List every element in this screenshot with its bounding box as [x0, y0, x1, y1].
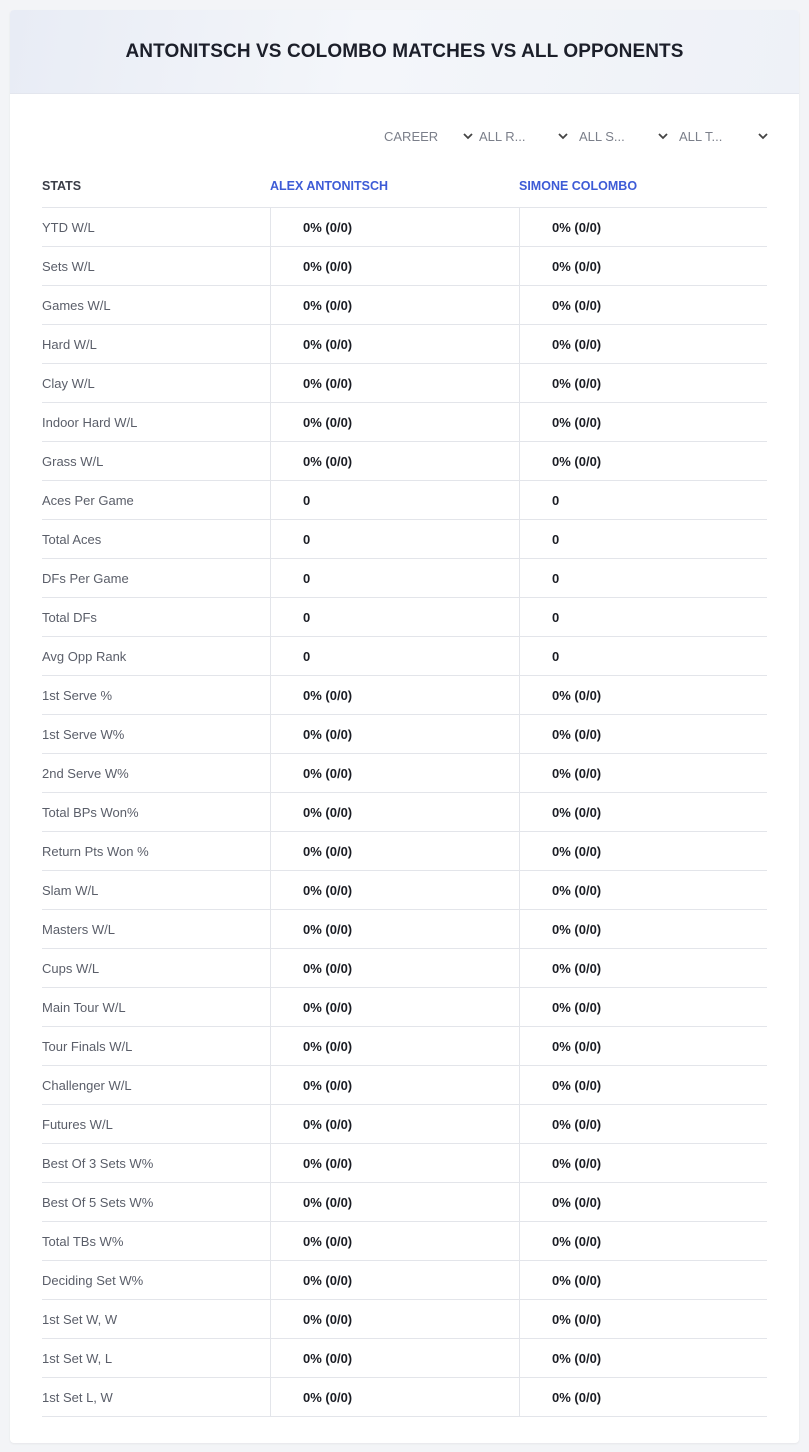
table-row [42, 325, 767, 364]
player1-column-header[interactable]: ALEX ANTONITSCH [270, 179, 389, 193]
player1-stat-value: 0% (0/0) [270, 325, 519, 363]
player2-stat-value: 0% (0/0) [519, 1105, 767, 1143]
round-filter-select[interactable] [479, 125, 569, 147]
chevron-down-icon [557, 130, 569, 142]
table-header [42, 165, 767, 208]
stat-label: Sets W/L [42, 258, 95, 274]
player2-stat-value: 0% (0/0) [519, 988, 767, 1026]
table-row [42, 988, 767, 1027]
player1-stat-value: 0 [270, 481, 519, 519]
table-row [42, 598, 767, 637]
player1-stat-value: 0% (0/0) [270, 1183, 519, 1221]
chevron-down-icon [657, 130, 669, 142]
table-row [42, 910, 767, 949]
player1-stat-value: 0% (0/0) [270, 676, 519, 714]
table-row [42, 247, 767, 286]
stat-label: Cups W/L [42, 960, 100, 976]
player2-stat-value: 0% (0/0) [519, 1339, 767, 1377]
player1-stat-value: 0% (0/0) [270, 1222, 519, 1260]
stat-label: 1st Set W, W [42, 1311, 118, 1327]
player2-stat-value: 0% (0/0) [519, 286, 767, 324]
player1-stat-value: 0% (0/0) [270, 754, 519, 792]
player1-stat-value: 0% (0/0) [270, 1066, 519, 1104]
stats-card [10, 10, 799, 1443]
stat-label: 1st Serve % [42, 687, 113, 703]
table-row [42, 1066, 767, 1105]
stat-label: Main Tour W/L [42, 999, 126, 1015]
chevron-down-icon [757, 130, 769, 142]
stat-label: Total Aces [42, 531, 102, 547]
player1-stat-value: 0% (0/0) [270, 1105, 519, 1143]
player2-stat-value: 0% (0/0) [519, 247, 767, 285]
table-row [42, 1339, 767, 1378]
stat-label: Hard W/L [42, 336, 97, 352]
stat-label: Best Of 3 Sets W% [42, 1155, 154, 1171]
stat-label: Total TBs W% [42, 1233, 124, 1249]
stat-label: Total DFs [42, 609, 97, 625]
player2-stat-value: 0 [519, 637, 767, 675]
stat-label: Tour Finals W/L [42, 1038, 133, 1054]
player2-stat-value: 0% (0/0) [519, 1027, 767, 1065]
stat-label: Futures W/L [42, 1116, 113, 1132]
page-title: ANTONITSCH VS COLOMBO MATCHES VS ALL OPPONENTS [125, 40, 684, 62]
player2-column-header[interactable]: SIMONE COLOMBO [519, 179, 638, 193]
player1-stat-value: 0% (0/0) [270, 208, 519, 246]
player1-stat-value: 0% (0/0) [270, 910, 519, 948]
player2-stat-value: 0% (0/0) [519, 1144, 767, 1182]
table-row [42, 208, 767, 247]
table-row [42, 1183, 767, 1222]
player1-stat-value: 0% (0/0) [270, 988, 519, 1026]
stat-label: Deciding Set W% [42, 1272, 144, 1288]
table-row [42, 754, 767, 793]
filter-bar [10, 125, 799, 147]
stats-column-header: STATS [42, 179, 82, 193]
player1-stat-value: 0% (0/0) [270, 1027, 519, 1065]
player1-stat-value: 0% (0/0) [270, 364, 519, 402]
player1-stat-value: 0 [270, 559, 519, 597]
stat-label: Slam W/L [42, 882, 99, 898]
player1-stat-value: 0% (0/0) [270, 1261, 519, 1299]
player2-stat-value: 0% (0/0) [519, 1300, 767, 1338]
stat-label: 1st Set W, L [42, 1350, 113, 1366]
stat-label: DFs Per Game [42, 570, 129, 586]
table-row [42, 1261, 767, 1300]
player2-stat-value: 0% (0/0) [519, 442, 767, 480]
table-row [42, 1222, 767, 1261]
player2-stat-value: 0% (0/0) [519, 208, 767, 246]
table-row [42, 715, 767, 754]
table-row [42, 793, 767, 832]
stat-label: Games W/L [42, 297, 111, 313]
player2-stat-value: 0% (0/0) [519, 325, 767, 363]
player2-stat-value: 0 [519, 598, 767, 636]
career-filter-select[interactable] [384, 125, 474, 147]
table-row [42, 559, 767, 598]
table-row [42, 403, 767, 442]
player2-stat-value: 0% (0/0) [519, 754, 767, 792]
player1-stat-value: 0% (0/0) [270, 871, 519, 909]
stat-label: Total BPs Won% [42, 804, 139, 820]
player1-stat-value: 0 [270, 637, 519, 675]
table-row [42, 1027, 767, 1066]
table-row [42, 364, 767, 403]
player2-stat-value: 0% (0/0) [519, 793, 767, 831]
player1-stat-value: 0% (0/0) [270, 793, 519, 831]
stat-label: Grass W/L [42, 453, 104, 469]
player1-stat-value: 0% (0/0) [270, 403, 519, 441]
player1-stat-value: 0% (0/0) [270, 247, 519, 285]
stat-label: Masters W/L [42, 921, 115, 937]
table-row [42, 949, 767, 988]
table-body [42, 208, 767, 1417]
table-row [42, 871, 767, 910]
player1-stat-value: 0% (0/0) [270, 715, 519, 753]
chevron-down-icon [462, 130, 474, 142]
table-row [42, 442, 767, 481]
table-row [42, 637, 767, 676]
player1-stat-value: 0% (0/0) [270, 1144, 519, 1182]
table-row [42, 520, 767, 559]
table-row [42, 832, 767, 871]
table-row [42, 1105, 767, 1144]
player2-stat-value: 0% (0/0) [519, 1066, 767, 1104]
stat-label: Challenger W/L [42, 1077, 132, 1093]
filter-label: CAREER [384, 128, 439, 144]
player2-stat-value: 0 [519, 559, 767, 597]
player1-stat-value: 0 [270, 598, 519, 636]
stat-label: Return Pts Won % [42, 843, 149, 859]
player2-stat-value: 0 [519, 520, 767, 558]
stat-label: Best Of 5 Sets W% [42, 1194, 154, 1210]
tournament-filter-select[interactable] [679, 125, 769, 147]
table-row [42, 676, 767, 715]
stat-label: Avg Opp Rank [42, 648, 127, 664]
table-row [42, 1300, 767, 1339]
player2-stat-value: 0% (0/0) [519, 403, 767, 441]
player2-stat-value: 0% (0/0) [519, 949, 767, 987]
player1-stat-value: 0% (0/0) [270, 1378, 519, 1416]
stat-label: 1st Serve W% [42, 726, 125, 742]
player2-stat-value: 0% (0/0) [519, 676, 767, 714]
player2-stat-value: 0% (0/0) [519, 1378, 767, 1416]
table-row [42, 1378, 767, 1417]
player2-stat-value: 0% (0/0) [519, 1183, 767, 1221]
player2-stat-value: 0% (0/0) [519, 715, 767, 753]
player1-stat-value: 0% (0/0) [270, 832, 519, 870]
table-row [42, 481, 767, 520]
stats-table [42, 165, 767, 1417]
player2-stat-value: 0% (0/0) [519, 1261, 767, 1299]
player2-stat-value: 0 [519, 481, 767, 519]
player1-stat-value: 0% (0/0) [270, 1300, 519, 1338]
table-row [42, 286, 767, 325]
stat-label: Clay W/L [42, 375, 95, 391]
player1-stat-value: 0% (0/0) [270, 442, 519, 480]
surface-filter-select[interactable] [579, 125, 669, 147]
player1-stat-value: 0 [270, 520, 519, 558]
stat-label: YTD W/L [42, 219, 95, 235]
player1-stat-value: 0% (0/0) [270, 1339, 519, 1377]
stat-label: Aces Per Game [42, 492, 134, 508]
table-row [42, 1144, 767, 1183]
player2-stat-value: 0% (0/0) [519, 910, 767, 948]
player1-stat-value: 0% (0/0) [270, 949, 519, 987]
filter-label: ALL T... [679, 128, 723, 144]
player2-stat-value: 0% (0/0) [519, 871, 767, 909]
filter-label: ALL R... [479, 128, 526, 144]
stat-label: Indoor Hard W/L [42, 414, 138, 430]
stat-label: 2nd Serve W% [42, 765, 129, 781]
filter-label: ALL S... [579, 128, 625, 144]
player2-stat-value: 0% (0/0) [519, 1222, 767, 1260]
card-header [10, 10, 799, 94]
player1-stat-value: 0% (0/0) [270, 286, 519, 324]
stat-label: 1st Set L, W [42, 1389, 113, 1405]
player2-stat-value: 0% (0/0) [519, 364, 767, 402]
player2-stat-value: 0% (0/0) [519, 832, 767, 870]
